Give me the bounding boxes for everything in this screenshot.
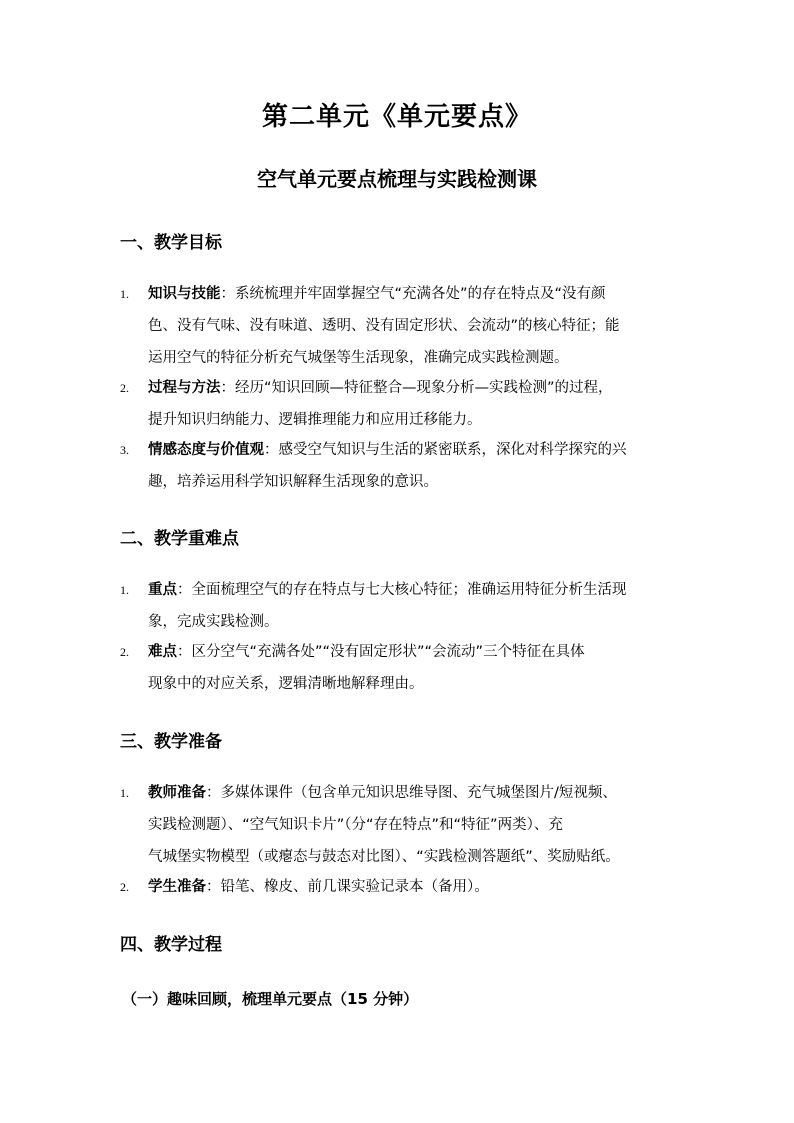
item-text: ：经历“知识回顾—特征整合—现象分析—实践检测”的过程， xyxy=(220,380,613,396)
section-heading-process: 四、教学过程 xyxy=(120,935,222,955)
item-label: 过程与方法 xyxy=(148,380,221,396)
item-text: 提升知识归纳能力、逻辑推理能力和应用迁移能力。 xyxy=(148,412,482,428)
item-text: ：多媒体课件（包含单元知识思维导图、充气城堡图片/短视频、 xyxy=(206,785,617,801)
item-text: 实践检测题）、“空气知识卡片”（分“存在特点”和“特征”两类）、充 xyxy=(148,817,563,833)
item-text: 趣，培养运用科学知识解释生活现象的意识。 xyxy=(148,474,438,490)
item-label: 重点 xyxy=(148,582,177,598)
list-number: 3. xyxy=(120,443,129,457)
item-label: 难点 xyxy=(148,644,177,660)
item-label: 教师准备 xyxy=(148,785,206,801)
section-heading-key-points: 二、教学重难点 xyxy=(120,529,239,549)
list-number: 1. xyxy=(120,583,129,597)
item-label: 情感态度与价值观 xyxy=(148,442,264,458)
item-text: ：系统梳理并牢固掌握空气“充满各处”的存在特点及“没有颜 xyxy=(220,286,606,302)
item-text: ：全面梳理空气的存在特点与七大核心特征；准确运用特征分析生活现 xyxy=(177,582,627,598)
list-number: 2. xyxy=(120,880,129,894)
item-text: 象，完成实践检测。 xyxy=(148,614,279,630)
item-text: 现象中的对应关系，逻辑清晰地解释理由。 xyxy=(148,676,424,692)
list-number: 2. xyxy=(120,381,129,395)
item-text: 运用空气的特征分析充气城堡等生活现象，准确完成实践检测题。 xyxy=(148,350,569,366)
item-label: 学生准备 xyxy=(148,879,206,895)
item-text: ：感受空气知识与生活的紧密联系，深化对科学探究的兴 xyxy=(264,442,627,458)
item-text: 色、没有气味、没有味道、透明、没有固定形状、会流动”的核心特征；能 xyxy=(148,318,620,334)
list-number: 1. xyxy=(120,786,129,800)
section-heading-objectives: 一、教学目标 xyxy=(120,233,222,253)
item-text: ：区分空气“充满各处”“没有固定形状”“会流动”三个特征在具体 xyxy=(177,644,585,660)
document-subtitle: 空气单元要点梳理与实践检测课 xyxy=(257,167,537,191)
item-text: 气城堡实物模型（或瘪态与鼓态对比图）、“实践检测答题纸”、奖励贴纸。 xyxy=(148,849,620,865)
list-number: 1. xyxy=(120,287,129,301)
item-text: ：铅笔、橡皮、前几课实验记录本（备用）。 xyxy=(206,879,489,895)
document-title: 第二单元《单元要点》 xyxy=(261,102,532,132)
process-subheading: （一）趣味回顾，梳理单元要点（15 分钟） xyxy=(122,990,419,1008)
item-label: 知识与技能 xyxy=(148,286,221,302)
section-heading-preparation: 三、教学准备 xyxy=(120,732,222,752)
list-number: 2. xyxy=(120,645,129,659)
